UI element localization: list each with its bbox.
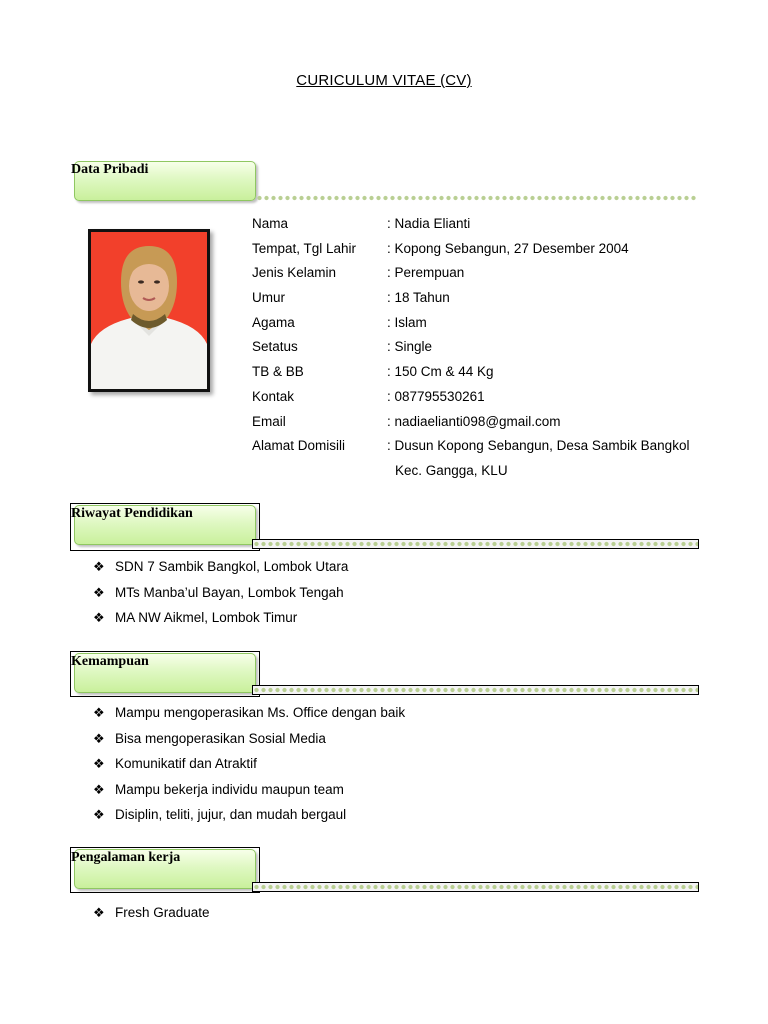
section-title: Data Pribadi — [71, 162, 149, 177]
experience-list — [93, 900, 210, 926]
bullet-diamond-icon: ❖ — [93, 730, 105, 746]
section-divider — [252, 882, 699, 892]
info-value: : Nadia Elianti — [387, 216, 471, 231]
list-item — [93, 802, 405, 828]
section-title: Pengalaman kerja — [71, 850, 181, 865]
info-label: Setatus — [252, 339, 298, 355]
list-item-text: SDN 7 Sambik Bangkol, Lombok Utara — [115, 559, 349, 574]
section-divider — [252, 539, 699, 549]
bullet-diamond-icon: ❖ — [93, 559, 105, 574]
section-label-pengalaman-kerja — [71, 849, 256, 889]
bullet-diamond-icon: ❖ — [93, 705, 105, 720]
info-label: Jenis Kelamin — [252, 265, 337, 281]
info-label: Alamat Domisili — [252, 438, 346, 454]
info-value: : 150 Cm & 44 Kg — [387, 364, 494, 380]
list-item-text: Fresh Graduate — [115, 905, 210, 920]
section-label-kemampuan — [71, 653, 256, 693]
person-portrait-icon — [91, 232, 207, 389]
section-label-riwayat-pendidikan — [71, 505, 256, 545]
profile-photo — [88, 229, 210, 392]
list-item — [93, 605, 348, 631]
list-item-text: Disiplin, teliti, jujur, dan mudah bergaul — [115, 807, 347, 822]
section-label-data-pribadi — [71, 161, 256, 201]
info-label: Email — [252, 413, 286, 429]
list-item-text: Mampu bekerja individu maupun team — [115, 781, 344, 797]
bullet-diamond-icon: ❖ — [93, 781, 105, 797]
info-label: TB & BB — [252, 364, 304, 380]
list-item-text: MTs Manba’ul Bayan, Lombok Tengah — [115, 584, 344, 600]
info-value: : Kopong Sebangun, 27 Desember 2004 — [387, 240, 629, 256]
info-label: Umur — [252, 290, 285, 306]
info-value: : Single — [387, 339, 433, 355]
info-label: Agama — [252, 314, 295, 330]
list-item — [93, 777, 405, 803]
section-title: Kemampuan — [71, 654, 149, 669]
list-item — [93, 554, 348, 580]
list-item — [93, 751, 405, 777]
skills-list — [93, 700, 405, 828]
bullet-diamond-icon: ❖ — [93, 807, 105, 822]
info-value: : Perempuan — [387, 265, 465, 281]
info-value: : 087795530261 — [387, 388, 485, 404]
list-item-text: Bisa mengoperasikan Sosial Media — [115, 730, 326, 746]
list-item-text: MA NW Aikmel, Lombok Timur — [115, 610, 298, 625]
document-title: CURICULUM VITAE (CV) — [296, 72, 472, 89]
list-item-text: Komunikatif dan Atraktif — [115, 756, 257, 771]
section-title: Riwayat Pendidikan — [71, 506, 193, 521]
list-item — [93, 726, 405, 752]
info-value: Kec. Gangga, KLU — [395, 462, 508, 478]
info-label: Kontak — [252, 388, 295, 404]
bullet-diamond-icon: ❖ — [93, 756, 105, 771]
info-value: : Dusun Kopong Sebangun, Desa Sambik Bangkol — [387, 438, 690, 454]
education-list — [93, 554, 348, 631]
list-item — [93, 700, 405, 726]
section-divider — [256, 194, 696, 202]
info-value: : Islam — [387, 314, 427, 330]
info-value: : nadiaelianti098@gmail.com — [387, 413, 561, 429]
list-item — [93, 580, 348, 606]
section-divider — [252, 685, 699, 695]
bullet-diamond-icon: ❖ — [93, 610, 105, 625]
list-item — [93, 900, 210, 926]
bullet-diamond-icon: ❖ — [93, 584, 105, 600]
bullet-diamond-icon: ❖ — [93, 905, 105, 920]
info-label: Tempat, Tgl Lahir — [252, 240, 357, 256]
info-label: Nama — [252, 216, 289, 231]
list-item-text: Mampu mengoperasikan Ms. Office dengan baik — [115, 705, 406, 720]
info-value: : 18 Tahun — [387, 290, 450, 306]
